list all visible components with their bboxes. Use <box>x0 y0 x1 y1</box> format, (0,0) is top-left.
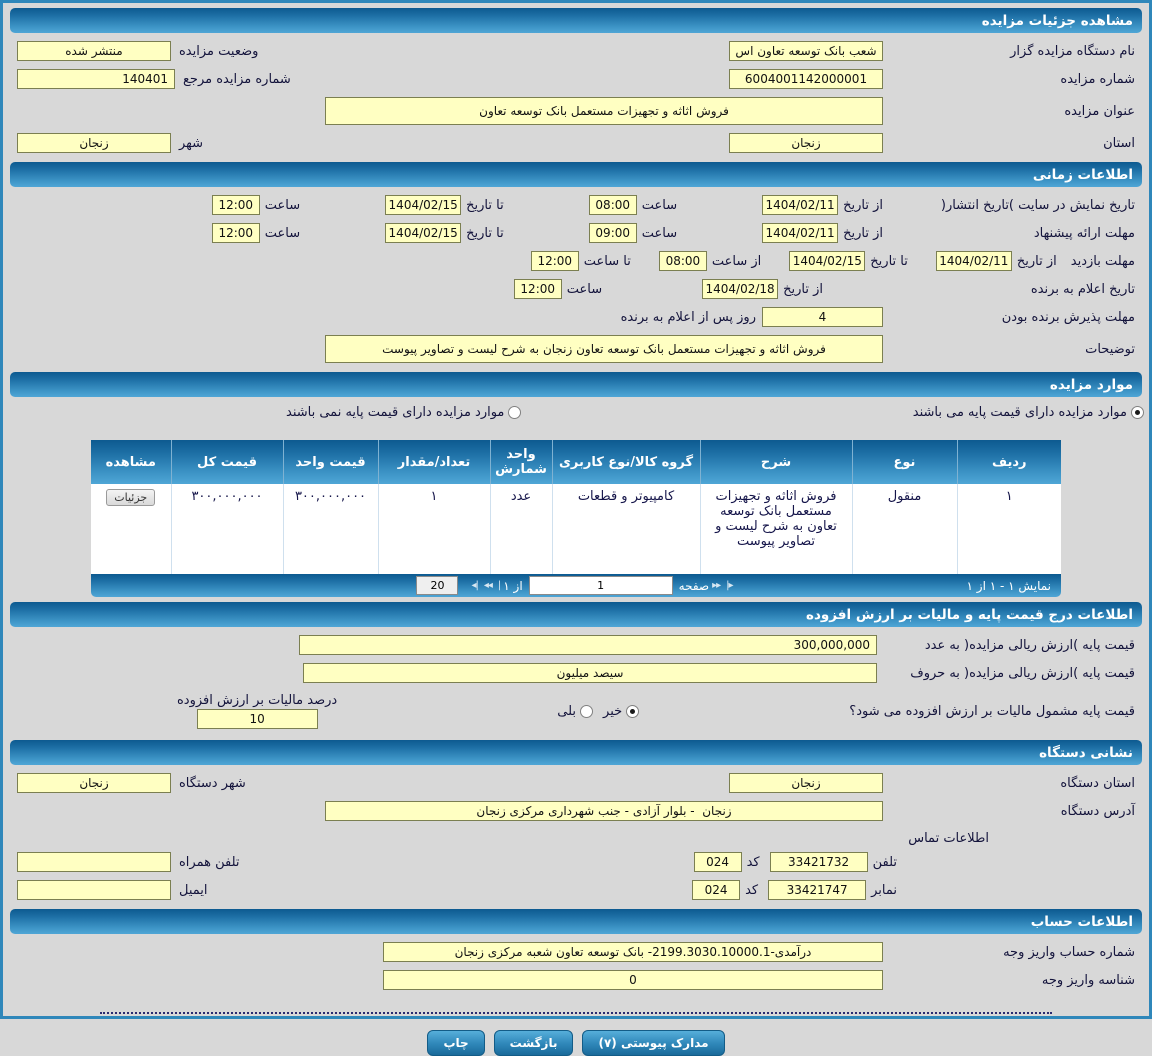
deposit-id-label: شناسه واریز وجه <box>1041 972 1135 988</box>
prev-page-icon[interactable]: ◂◂ <box>483 580 492 591</box>
publish-to-date-input[interactable] <box>385 195 461 215</box>
price-section-header: اطلاعات درج قیمت پایه و مالیات بر ارزش افزوده <box>10 602 1142 627</box>
accept-suffix-label: روز پس از اعلام به برنده <box>620 309 756 325</box>
row-org-province-city <box>3 769 1149 797</box>
fax-code-input[interactable] <box>692 880 740 900</box>
no-base-price-radio[interactable] <box>508 406 521 419</box>
visit-from-time-input[interactable] <box>659 251 707 271</box>
hour-label: ساعت <box>566 281 603 297</box>
from-date-label: از تاریخ <box>783 281 823 297</box>
first-page-icon[interactable]: |◂ <box>471 580 478 591</box>
cell-view <box>91 484 171 574</box>
province-label: استان <box>1103 135 1135 151</box>
col-unit-price: قیمت واحد <box>283 440 378 484</box>
mobile-label: تلفن همراه <box>179 854 240 870</box>
org-province-input[interactable] <box>729 773 883 793</box>
accept-days-input[interactable] <box>762 307 883 327</box>
auction-number-input[interactable] <box>729 69 883 89</box>
visit-to-time-input[interactable] <box>531 251 579 271</box>
proposal-from-date-input[interactable] <box>762 223 838 243</box>
vat-no-radio[interactable] <box>626 705 639 718</box>
province-input[interactable] <box>729 133 883 153</box>
address-section-header: نشانی دستگاه <box>10 740 1142 765</box>
col-view: مشاهده <box>91 440 171 484</box>
row-publish-dates <box>3 191 1149 219</box>
row-auction-title <box>3 93 1149 129</box>
back-button[interactable]: بازگشت <box>494 1030 574 1056</box>
auction-number-label: شماره مزایده <box>1060 71 1135 87</box>
fax-label: نمابر <box>871 882 897 898</box>
col-row-number: ردیف <box>957 440 1061 484</box>
has-base-price-label: موارد مزایده دارای قیمت پایه می باشند <box>912 405 1127 420</box>
pager-separator: | <box>497 580 501 591</box>
table-pager <box>91 574 1061 597</box>
row-visit-dates <box>3 247 1149 275</box>
cell-goods-group: کامپیوتر و قطعات <box>552 484 700 574</box>
vat-percent-label: درصد مالیات بر ارزش افزوده <box>177 693 338 708</box>
proposal-to-time-input[interactable] <box>212 223 260 243</box>
winner-date-input[interactable] <box>702 279 778 299</box>
row-base-price-words <box>3 659 1149 687</box>
row-phone <box>3 848 1149 876</box>
col-count-unit: واحد شمارش <box>490 440 552 484</box>
auction-title-input[interactable] <box>325 97 883 125</box>
status-input[interactable] <box>17 41 171 61</box>
ref-number-label: شماره مزایده مرجع <box>183 71 291 87</box>
visit-label: مهلت بازدید <box>1070 253 1135 269</box>
publish-from-date-input[interactable] <box>762 195 838 215</box>
timing-section-header: اطلاعات زمانی <box>10 162 1142 187</box>
deposit-id-input[interactable] <box>383 970 883 990</box>
phone-input[interactable] <box>770 852 868 872</box>
email-input[interactable] <box>17 880 171 900</box>
phone-code-label: کد <box>746 854 760 870</box>
col-description: شرح <box>700 440 852 484</box>
cell-description: فروش اثاثه و تجهیزات مستعمل بانک توسعه تعاون به شرح لیست و تصاویر پیوست <box>700 484 852 574</box>
col-quantity: تعداد/مقدار <box>378 440 490 484</box>
account-number-input[interactable] <box>383 942 883 962</box>
cell-count-unit: عدد <box>490 484 552 574</box>
base-price-words-label: قیمت پایه )ارزش ریالی مزایده( به حروف <box>910 665 1135 681</box>
hour-label: ساعت <box>641 197 678 213</box>
contact-info-label: اطلاعات تماس <box>908 831 989 846</box>
action-buttons <box>3 1030 1149 1056</box>
col-type: نوع <box>852 440 957 484</box>
vat-no-label: خیر <box>603 703 623 719</box>
print-button[interactable]: چاپ <box>427 1030 484 1056</box>
base-price-words-input[interactable] <box>303 663 877 683</box>
proposal-label: مهلت ارائه پیشنهاد <box>1033 225 1135 241</box>
to-hour-label: تا ساعت <box>583 253 631 269</box>
proposal-to-date-input[interactable] <box>385 223 461 243</box>
org-city-label: شهر دستگاه <box>179 775 246 791</box>
mobile-input[interactable] <box>17 852 171 872</box>
pager-showing-text: نمایش ۱ - ۱ از ۱ <box>966 578 1051 593</box>
account-number-label: شماره حساب واریز وجه <box>1003 944 1135 960</box>
row-organizer-status <box>3 37 1149 65</box>
to-date-label: تا تاریخ <box>870 253 908 269</box>
email-label: ایمیل <box>179 882 208 898</box>
description-label: توضیحات <box>1085 341 1135 357</box>
organizer-label: نام دستگاه مزایده گزار <box>1010 43 1135 59</box>
row-description <box>3 331 1149 367</box>
hour-label: ساعت <box>264 225 301 241</box>
account-section-header: اطلاعات حساب <box>10 909 1142 934</box>
cell-row-number: ۱ <box>957 484 1061 574</box>
cell-type: منقول <box>852 484 957 574</box>
page-label: صفحه <box>678 578 710 593</box>
row-deposit-id <box>3 966 1149 994</box>
vat-yes-radio[interactable] <box>580 705 593 718</box>
row-vat <box>3 687 1149 735</box>
visit-to-date-input[interactable] <box>789 251 865 271</box>
vat-question-label: قیمت پایه مشمول مالیات بر ارزش افزوده می شود؟ <box>849 703 1135 719</box>
row-fax <box>3 876 1149 904</box>
items-table-header-row <box>91 440 1061 484</box>
row-account-number <box>3 938 1149 966</box>
row-accept-deadline <box>3 303 1149 331</box>
base-price-number-input[interactable] <box>299 635 877 655</box>
from-date-label: از تاریخ <box>843 197 883 213</box>
publish-to-time-input[interactable] <box>212 195 260 215</box>
phone-code-input[interactable] <box>694 852 742 872</box>
cell-quantity: ۱ <box>378 484 490 574</box>
row-province-city <box>3 129 1149 157</box>
row-number-ref <box>3 65 1149 93</box>
fax-code-label: کد <box>745 882 759 898</box>
winner-announce-label: تاریخ اعلام به برنده <box>1030 281 1135 297</box>
row-proposal-dates <box>3 219 1149 247</box>
col-goods-group: گروه کالا/نوع کاربری <box>552 440 700 484</box>
page-title: مشاهده جزئیات مزایده <box>10 8 1142 33</box>
proposal-from-time-input[interactable] <box>589 223 637 243</box>
next-page-icon[interactable]: ▸▸ <box>712 580 721 591</box>
page-number-input[interactable] <box>529 576 673 595</box>
divider <box>100 1012 1052 1014</box>
org-address-input[interactable] <box>325 801 883 821</box>
description-input[interactable] <box>325 335 883 363</box>
table-row <box>91 484 1061 574</box>
auction-title-label: عنوان مزایده <box>1064 103 1135 119</box>
city-label: شهر <box>179 135 204 151</box>
items-table <box>91 440 1061 574</box>
org-address-label: آدرس دستگاه <box>1060 803 1135 819</box>
organizer-input[interactable] <box>729 41 883 61</box>
to-date-label: تا تاریخ <box>466 225 504 241</box>
hour-label: ساعت <box>641 225 678 241</box>
last-page-icon[interactable]: ▸| <box>726 580 733 591</box>
fax-input[interactable] <box>768 880 866 900</box>
org-city-input[interactable] <box>17 773 171 793</box>
status-label: وضعیت مزایده <box>179 43 259 59</box>
vat-percent-input[interactable] <box>197 709 318 729</box>
details-button[interactable]: جزئیات <box>106 489 155 506</box>
hour-label: ساعت <box>264 197 301 213</box>
vat-yes-label: بلی <box>557 703 577 719</box>
row-base-price-radios <box>3 401 1149 424</box>
ref-number-input[interactable] <box>17 69 175 89</box>
row-org-address <box>3 797 1149 825</box>
page-size-input[interactable] <box>416 576 458 595</box>
cell-unit-price: ۳۰۰,۰۰۰,۰۰۰ <box>283 484 378 574</box>
attachments-button[interactable]: مدارک پیوستی (۷) <box>582 1030 724 1056</box>
items-section-header: موارد مزایده <box>10 372 1142 397</box>
cell-total-price: ۳۰۰,۰۰۰,۰۰۰ <box>171 484 283 574</box>
visit-from-date-input[interactable] <box>936 251 1012 271</box>
from-date-label: از تاریخ <box>843 225 883 241</box>
base-price-number-label: قیمت پایه )ارزش ریالی مزایده( به عدد <box>924 637 1135 653</box>
org-province-label: استان دستگاه <box>1060 775 1135 791</box>
page-of-label: از ۱ <box>503 578 523 593</box>
winner-time-input[interactable] <box>514 279 562 299</box>
from-hour-label: از ساعت <box>711 253 762 269</box>
from-date-label: از تاریخ <box>1016 253 1057 269</box>
phone-label: تلفن <box>872 854 897 870</box>
no-base-price-label: موارد مزایده دارای قیمت پایه نمی باشند <box>286 405 505 420</box>
accept-deadline-label: مهلت پذیرش برنده بودن <box>1001 309 1135 325</box>
publish-label: تاریخ نمایش در سایت )تاریخ انتشار( <box>940 197 1135 213</box>
row-winner-announce <box>3 275 1149 303</box>
has-base-price-radio[interactable] <box>1131 406 1144 419</box>
col-total-price: قیمت کل <box>171 440 283 484</box>
to-date-label: تا تاریخ <box>466 197 504 213</box>
row-base-price-number <box>3 631 1149 659</box>
publish-from-time-input[interactable] <box>589 195 637 215</box>
city-input[interactable] <box>17 133 171 153</box>
